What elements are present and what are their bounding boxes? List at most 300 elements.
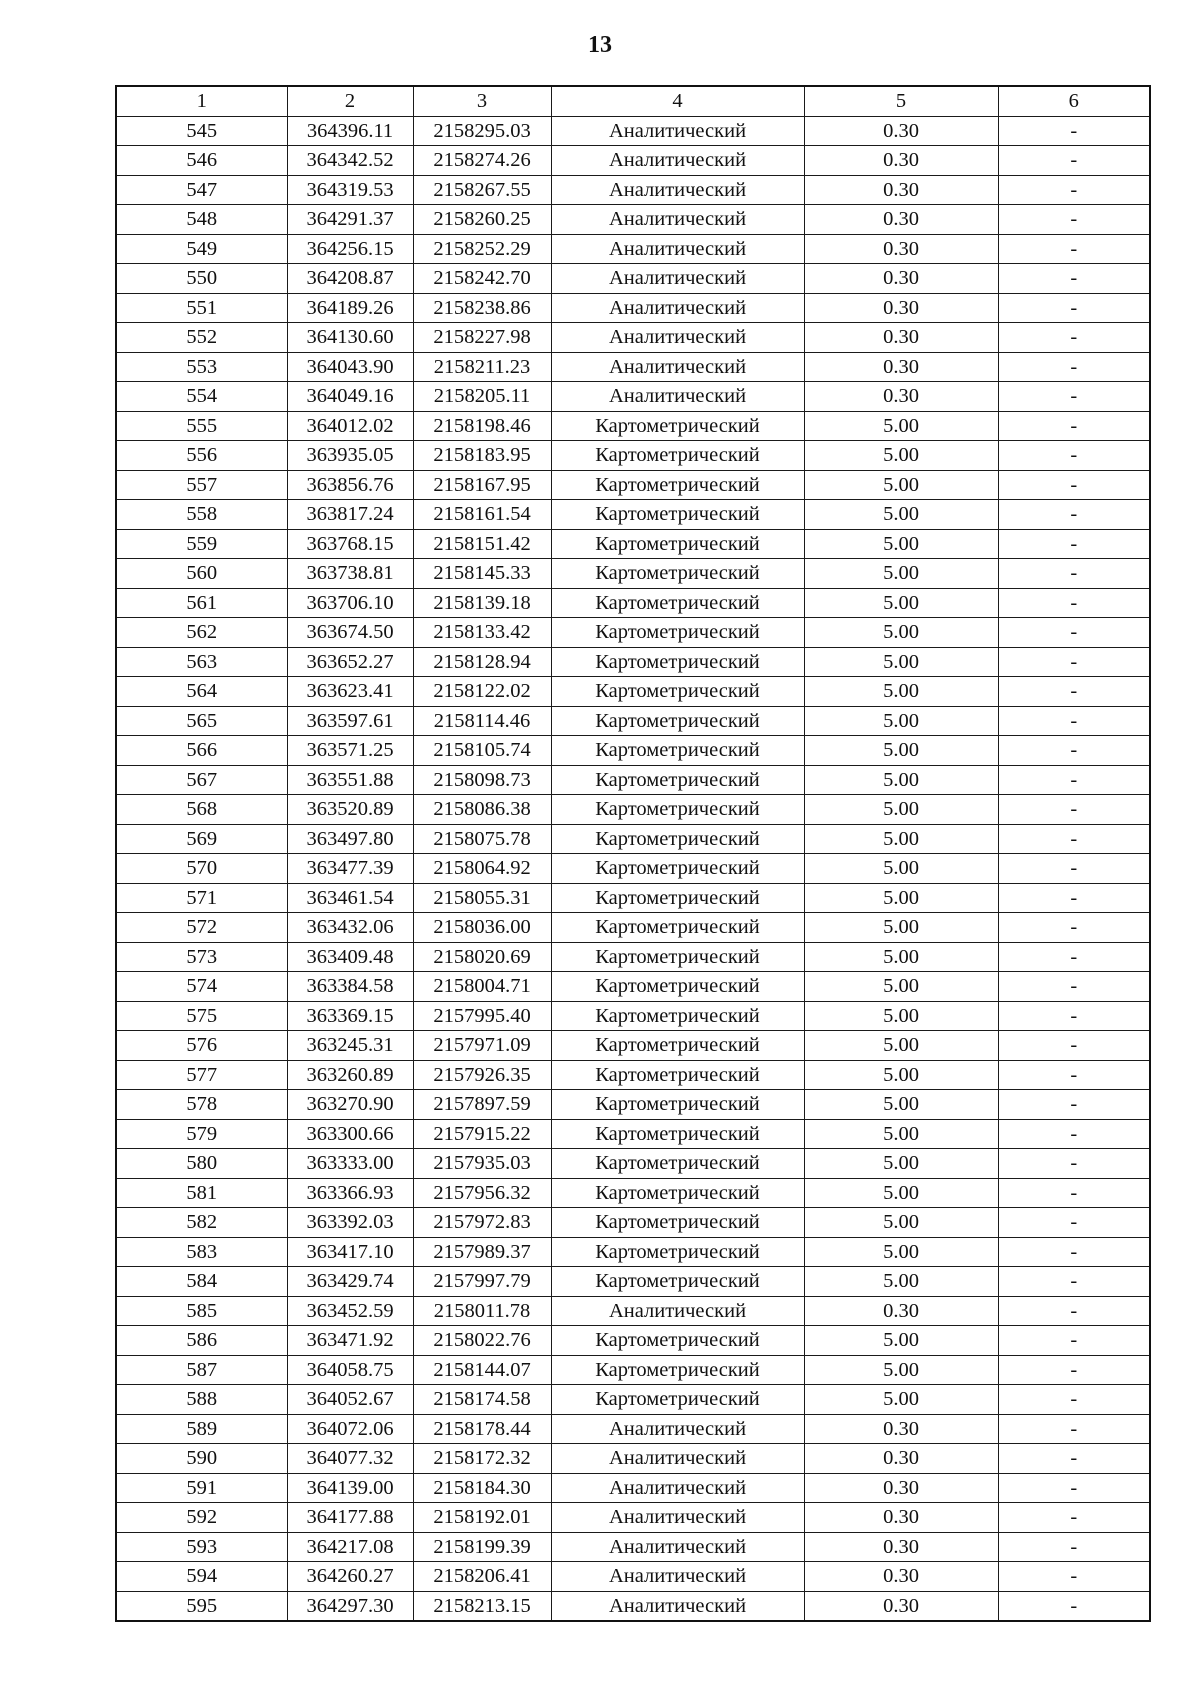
- method-cell: Картометрический: [551, 765, 804, 795]
- note-cell: -: [998, 175, 1150, 205]
- method-cell: Картометрический: [551, 824, 804, 854]
- point-number-cell: 571: [116, 883, 287, 913]
- accuracy-cell: 5.00: [804, 1267, 998, 1297]
- point-number-cell: 576: [116, 1031, 287, 1061]
- accuracy-cell: 5.00: [804, 1237, 998, 1267]
- x-coordinate-cell: 364291.37: [287, 205, 413, 235]
- method-cell: Картометрический: [551, 441, 804, 471]
- point-number-cell: 590: [116, 1444, 287, 1474]
- table-row: [116, 1119, 1150, 1149]
- x-coordinate-cell: 364058.75: [287, 1355, 413, 1385]
- accuracy-cell: 5.00: [804, 1385, 998, 1415]
- x-coordinate-cell: 363817.24: [287, 500, 413, 530]
- y-coordinate-cell: 2158139.18: [413, 588, 551, 618]
- method-cell: Картометрический: [551, 854, 804, 884]
- method-cell: Аналитический: [551, 352, 804, 382]
- note-cell: -: [998, 1473, 1150, 1503]
- note-cell: -: [998, 765, 1150, 795]
- method-cell: Картометрический: [551, 411, 804, 441]
- y-coordinate-cell: 2157915.22: [413, 1119, 551, 1149]
- method-cell: Аналитический: [551, 1296, 804, 1326]
- method-cell: Аналитический: [551, 1503, 804, 1533]
- y-coordinate-cell: 2157897.59: [413, 1090, 551, 1120]
- point-number-cell: 556: [116, 441, 287, 471]
- y-coordinate-cell: 2158145.33: [413, 559, 551, 589]
- accuracy-cell: 5.00: [804, 677, 998, 707]
- y-coordinate-cell: 2157956.32: [413, 1178, 551, 1208]
- accuracy-cell: 5.00: [804, 765, 998, 795]
- point-number-cell: 570: [116, 854, 287, 884]
- table-row: [116, 382, 1150, 412]
- x-coordinate-cell: 363477.39: [287, 854, 413, 884]
- table-row: [116, 942, 1150, 972]
- point-number-cell: 584: [116, 1267, 287, 1297]
- x-coordinate-cell: 363738.81: [287, 559, 413, 589]
- table-row: [116, 1031, 1150, 1061]
- table-row: [116, 264, 1150, 294]
- note-cell: -: [998, 883, 1150, 913]
- table-row: [116, 1532, 1150, 1562]
- x-coordinate-cell: 364012.02: [287, 411, 413, 441]
- note-cell: -: [998, 1444, 1150, 1474]
- note-cell: -: [998, 824, 1150, 854]
- table-row: [116, 234, 1150, 264]
- y-coordinate-cell: 2158242.70: [413, 264, 551, 294]
- method-cell: Картометрический: [551, 1119, 804, 1149]
- accuracy-cell: 5.00: [804, 559, 998, 589]
- y-coordinate-cell: 2157935.03: [413, 1149, 551, 1179]
- table-row: [116, 1473, 1150, 1503]
- x-coordinate-cell: 364130.60: [287, 323, 413, 353]
- point-number-cell: 554: [116, 382, 287, 412]
- method-cell: Аналитический: [551, 234, 804, 264]
- method-cell: Картометрический: [551, 618, 804, 648]
- accuracy-cell: 0.30: [804, 1444, 998, 1474]
- x-coordinate-cell: 363409.48: [287, 942, 413, 972]
- accuracy-cell: 5.00: [804, 1060, 998, 1090]
- y-coordinate-cell: 2158238.86: [413, 293, 551, 323]
- y-coordinate-cell: 2158105.74: [413, 736, 551, 766]
- accuracy-cell: 0.30: [804, 1473, 998, 1503]
- table-row: [116, 529, 1150, 559]
- note-cell: -: [998, 677, 1150, 707]
- x-coordinate-cell: 363768.15: [287, 529, 413, 559]
- point-number-cell: 568: [116, 795, 287, 825]
- x-coordinate-cell: 363452.59: [287, 1296, 413, 1326]
- point-number-cell: 555: [116, 411, 287, 441]
- point-number-cell: 593: [116, 1532, 287, 1562]
- y-coordinate-cell: 2158274.26: [413, 146, 551, 176]
- table-row: [116, 500, 1150, 530]
- note-cell: -: [998, 1562, 1150, 1592]
- x-coordinate-cell: 363856.76: [287, 470, 413, 500]
- x-coordinate-cell: 363260.89: [287, 1060, 413, 1090]
- point-number-cell: 569: [116, 824, 287, 854]
- method-cell: Картометрический: [551, 972, 804, 1002]
- note-cell: -: [998, 795, 1150, 825]
- accuracy-cell: 0.30: [804, 352, 998, 382]
- table-row: [116, 1267, 1150, 1297]
- method-cell: Картометрический: [551, 1031, 804, 1061]
- note-cell: -: [998, 1090, 1150, 1120]
- x-coordinate-cell: 363597.61: [287, 706, 413, 736]
- method-cell: Картометрический: [551, 1149, 804, 1179]
- method-cell: Аналитический: [551, 1444, 804, 1474]
- note-cell: -: [998, 1267, 1150, 1297]
- x-coordinate-cell: 364342.52: [287, 146, 413, 176]
- note-cell: -: [998, 559, 1150, 589]
- note-cell: -: [998, 323, 1150, 353]
- y-coordinate-cell: 2158184.30: [413, 1473, 551, 1503]
- point-number-cell: 563: [116, 647, 287, 677]
- accuracy-cell: 5.00: [804, 529, 998, 559]
- table-row: [116, 795, 1150, 825]
- method-cell: Аналитический: [551, 1473, 804, 1503]
- accuracy-cell: 0.30: [804, 234, 998, 264]
- point-number-cell: 595: [116, 1591, 287, 1621]
- table-row: [116, 706, 1150, 736]
- note-cell: -: [998, 647, 1150, 677]
- point-number-cell: 561: [116, 588, 287, 618]
- accuracy-cell: 5.00: [804, 1119, 998, 1149]
- method-cell: Аналитический: [551, 205, 804, 235]
- table-row: [116, 883, 1150, 913]
- y-coordinate-cell: 2158055.31: [413, 883, 551, 913]
- note-cell: -: [998, 1503, 1150, 1533]
- table-row: [116, 1237, 1150, 1267]
- table-row: [116, 205, 1150, 235]
- note-cell: -: [998, 1355, 1150, 1385]
- point-number-cell: 567: [116, 765, 287, 795]
- note-cell: -: [998, 146, 1150, 176]
- table-row: [116, 1503, 1150, 1533]
- y-coordinate-cell: 2158151.42: [413, 529, 551, 559]
- accuracy-cell: 0.30: [804, 382, 998, 412]
- y-coordinate-cell: 2158178.44: [413, 1414, 551, 1444]
- y-coordinate-cell: 2157926.35: [413, 1060, 551, 1090]
- accuracy-cell: 0.30: [804, 1591, 998, 1621]
- x-coordinate-cell: 363270.90: [287, 1090, 413, 1120]
- method-cell: Картометрический: [551, 1001, 804, 1031]
- table-row: [116, 824, 1150, 854]
- note-cell: -: [998, 1385, 1150, 1415]
- point-number-cell: 575: [116, 1001, 287, 1031]
- method-cell: Аналитический: [551, 116, 804, 146]
- method-cell: Аналитический: [551, 1414, 804, 1444]
- note-cell: -: [998, 1149, 1150, 1179]
- accuracy-cell: 5.00: [804, 647, 998, 677]
- note-cell: -: [998, 972, 1150, 1002]
- accuracy-cell: 5.00: [804, 1090, 998, 1120]
- table-row: [116, 618, 1150, 648]
- accuracy-cell: 0.30: [804, 146, 998, 176]
- point-number-cell: 566: [116, 736, 287, 766]
- table-row: [116, 1414, 1150, 1444]
- y-coordinate-cell: 2158183.95: [413, 441, 551, 471]
- method-cell: Картометрический: [551, 470, 804, 500]
- note-cell: -: [998, 1001, 1150, 1031]
- page-number: 13: [588, 32, 612, 58]
- note-cell: -: [998, 588, 1150, 618]
- y-coordinate-cell: 2158206.41: [413, 1562, 551, 1592]
- method-cell: Картометрический: [551, 1267, 804, 1297]
- y-coordinate-cell: 2158172.32: [413, 1444, 551, 1474]
- accuracy-cell: 5.00: [804, 411, 998, 441]
- y-coordinate-cell: 2158260.25: [413, 205, 551, 235]
- x-coordinate-cell: 363652.27: [287, 647, 413, 677]
- y-coordinate-cell: 2158199.39: [413, 1532, 551, 1562]
- method-cell: Картометрический: [551, 677, 804, 707]
- x-coordinate-cell: 364049.16: [287, 382, 413, 412]
- y-coordinate-cell: 2158122.02: [413, 677, 551, 707]
- method-cell: Картометрический: [551, 1326, 804, 1356]
- method-cell: Картометрический: [551, 588, 804, 618]
- accuracy-cell: 0.30: [804, 1414, 998, 1444]
- table-row: [116, 559, 1150, 589]
- note-cell: -: [998, 1208, 1150, 1238]
- table-row: [116, 1149, 1150, 1179]
- point-number-cell: 546: [116, 146, 287, 176]
- method-cell: Картометрический: [551, 1208, 804, 1238]
- accuracy-cell: 5.00: [804, 1208, 998, 1238]
- x-coordinate-cell: 364297.30: [287, 1591, 413, 1621]
- note-cell: -: [998, 500, 1150, 530]
- note-cell: -: [998, 854, 1150, 884]
- accuracy-cell: 5.00: [804, 913, 998, 943]
- note-cell: -: [998, 116, 1150, 146]
- table-row: [116, 1001, 1150, 1031]
- point-number-cell: 585: [116, 1296, 287, 1326]
- table-row: [116, 913, 1150, 943]
- method-cell: Аналитический: [551, 264, 804, 294]
- point-number-cell: 564: [116, 677, 287, 707]
- point-number-cell: 577: [116, 1060, 287, 1090]
- accuracy-cell: 5.00: [804, 824, 998, 854]
- point-number-cell: 560: [116, 559, 287, 589]
- y-coordinate-cell: 2158267.55: [413, 175, 551, 205]
- method-cell: Аналитический: [551, 293, 804, 323]
- point-number-cell: 558: [116, 500, 287, 530]
- accuracy-cell: 0.30: [804, 264, 998, 294]
- x-coordinate-cell: 363551.88: [287, 765, 413, 795]
- accuracy-cell: 5.00: [804, 1031, 998, 1061]
- table-header-row: [116, 86, 1150, 116]
- x-coordinate-cell: 363706.10: [287, 588, 413, 618]
- accuracy-cell: 0.30: [804, 205, 998, 235]
- accuracy-cell: 0.30: [804, 323, 998, 353]
- point-number-cell: 551: [116, 293, 287, 323]
- point-number-cell: 552: [116, 323, 287, 353]
- y-coordinate-cell: 2158036.00: [413, 913, 551, 943]
- table-row: [116, 647, 1150, 677]
- accuracy-cell: 5.00: [804, 500, 998, 530]
- y-coordinate-cell: 2158252.29: [413, 234, 551, 264]
- method-cell: Аналитический: [551, 175, 804, 205]
- x-coordinate-cell: 363674.50: [287, 618, 413, 648]
- method-cell: Картометрический: [551, 913, 804, 943]
- y-coordinate-cell: 2158192.01: [413, 1503, 551, 1533]
- accuracy-cell: 0.30: [804, 293, 998, 323]
- method-cell: Аналитический: [551, 1562, 804, 1592]
- table-row: [116, 175, 1150, 205]
- accuracy-cell: 0.30: [804, 1503, 998, 1533]
- note-cell: -: [998, 382, 1150, 412]
- x-coordinate-cell: 364077.32: [287, 1444, 413, 1474]
- note-cell: -: [998, 205, 1150, 235]
- x-coordinate-cell: 363432.06: [287, 913, 413, 943]
- point-number-cell: 565: [116, 706, 287, 736]
- y-coordinate-cell: 2158133.42: [413, 618, 551, 648]
- method-cell: Картометрический: [551, 529, 804, 559]
- table-row: [116, 146, 1150, 176]
- method-cell: Картометрический: [551, 1237, 804, 1267]
- accuracy-cell: 5.00: [804, 883, 998, 913]
- x-coordinate-cell: 364139.00: [287, 1473, 413, 1503]
- accuracy-cell: 0.30: [804, 1562, 998, 1592]
- accuracy-cell: 5.00: [804, 470, 998, 500]
- x-coordinate-cell: 364260.27: [287, 1562, 413, 1592]
- column-header: 3: [413, 86, 551, 116]
- table-row: [116, 352, 1150, 382]
- note-cell: -: [998, 942, 1150, 972]
- x-coordinate-cell: 363369.15: [287, 1001, 413, 1031]
- x-coordinate-cell: 364217.08: [287, 1532, 413, 1562]
- note-cell: -: [998, 293, 1150, 323]
- y-coordinate-cell: 2158020.69: [413, 942, 551, 972]
- method-cell: Картометрический: [551, 1385, 804, 1415]
- note-cell: -: [998, 1532, 1150, 1562]
- y-coordinate-cell: 2157972.83: [413, 1208, 551, 1238]
- y-coordinate-cell: 2158295.03: [413, 116, 551, 146]
- y-coordinate-cell: 2158064.92: [413, 854, 551, 884]
- note-cell: -: [998, 1237, 1150, 1267]
- note-cell: -: [998, 1119, 1150, 1149]
- y-coordinate-cell: 2158128.94: [413, 647, 551, 677]
- table-row: [116, 972, 1150, 1002]
- table-row: [116, 765, 1150, 795]
- note-cell: -: [998, 352, 1150, 382]
- y-coordinate-cell: 2158211.23: [413, 352, 551, 382]
- point-number-cell: 547: [116, 175, 287, 205]
- point-number-cell: 582: [116, 1208, 287, 1238]
- method-cell: Картометрический: [551, 500, 804, 530]
- table-row: [116, 1562, 1150, 1592]
- y-coordinate-cell: 2158227.98: [413, 323, 551, 353]
- accuracy-cell: 0.30: [804, 175, 998, 205]
- y-coordinate-cell: 2158086.38: [413, 795, 551, 825]
- note-cell: -: [998, 736, 1150, 766]
- column-header: 2: [287, 86, 413, 116]
- method-cell: Картометрический: [551, 1090, 804, 1120]
- method-cell: Картометрический: [551, 795, 804, 825]
- method-cell: Картометрический: [551, 883, 804, 913]
- method-cell: Картометрический: [551, 1355, 804, 1385]
- column-header: 1: [116, 86, 287, 116]
- y-coordinate-cell: 2158161.54: [413, 500, 551, 530]
- accuracy-cell: 5.00: [804, 736, 998, 766]
- table-row: [116, 1090, 1150, 1120]
- method-cell: Аналитический: [551, 1591, 804, 1621]
- x-coordinate-cell: 363571.25: [287, 736, 413, 766]
- note-cell: -: [998, 1326, 1150, 1356]
- y-coordinate-cell: 2158213.15: [413, 1591, 551, 1621]
- x-coordinate-cell: 364043.90: [287, 352, 413, 382]
- table-row: [116, 1385, 1150, 1415]
- x-coordinate-cell: 364052.67: [287, 1385, 413, 1415]
- note-cell: -: [998, 264, 1150, 294]
- method-cell: Картометрический: [551, 942, 804, 972]
- y-coordinate-cell: 2158205.11: [413, 382, 551, 412]
- point-number-cell: 586: [116, 1326, 287, 1356]
- method-cell: Аналитический: [551, 1532, 804, 1562]
- table-row: [116, 470, 1150, 500]
- y-coordinate-cell: 2158174.58: [413, 1385, 551, 1415]
- table-row: [116, 588, 1150, 618]
- table-row: [116, 736, 1150, 766]
- point-number-cell: 573: [116, 942, 287, 972]
- note-cell: -: [998, 1591, 1150, 1621]
- x-coordinate-cell: 363245.31: [287, 1031, 413, 1061]
- table-body: [116, 116, 1150, 1621]
- x-coordinate-cell: 364177.88: [287, 1503, 413, 1533]
- point-number-cell: 594: [116, 1562, 287, 1592]
- table-row: [116, 293, 1150, 323]
- point-number-cell: 589: [116, 1414, 287, 1444]
- point-number-cell: 545: [116, 116, 287, 146]
- table-row: [116, 1060, 1150, 1090]
- method-cell: Картометрический: [551, 1178, 804, 1208]
- note-cell: -: [998, 1414, 1150, 1444]
- x-coordinate-cell: 364396.11: [287, 116, 413, 146]
- point-number-cell: 579: [116, 1119, 287, 1149]
- note-cell: -: [998, 470, 1150, 500]
- note-cell: -: [998, 618, 1150, 648]
- point-number-cell: 578: [116, 1090, 287, 1120]
- y-coordinate-cell: 2158075.78: [413, 824, 551, 854]
- point-number-cell: 587: [116, 1355, 287, 1385]
- accuracy-cell: 5.00: [804, 1149, 998, 1179]
- point-number-cell: 559: [116, 529, 287, 559]
- x-coordinate-cell: 364256.15: [287, 234, 413, 264]
- table-row: [116, 1208, 1150, 1238]
- point-number-cell: 580: [116, 1149, 287, 1179]
- accuracy-cell: 5.00: [804, 618, 998, 648]
- note-cell: -: [998, 1296, 1150, 1326]
- table-row: [116, 116, 1150, 146]
- x-coordinate-cell: 363429.74: [287, 1267, 413, 1297]
- note-cell: -: [998, 1178, 1150, 1208]
- column-header: 4: [551, 86, 804, 116]
- table-row: [116, 323, 1150, 353]
- accuracy-cell: 5.00: [804, 1326, 998, 1356]
- accuracy-cell: 0.30: [804, 1532, 998, 1562]
- point-number-cell: 562: [116, 618, 287, 648]
- method-cell: Аналитический: [551, 146, 804, 176]
- y-coordinate-cell: 2158004.71: [413, 972, 551, 1002]
- x-coordinate-cell: 363935.05: [287, 441, 413, 471]
- x-coordinate-cell: 363471.92: [287, 1326, 413, 1356]
- x-coordinate-cell: 363461.54: [287, 883, 413, 913]
- table-row: [116, 1296, 1150, 1326]
- method-cell: Картометрический: [551, 1060, 804, 1090]
- table-row: [116, 441, 1150, 471]
- point-number-cell: 591: [116, 1473, 287, 1503]
- table-row: [116, 1591, 1150, 1621]
- accuracy-cell: 5.00: [804, 441, 998, 471]
- y-coordinate-cell: 2158011.78: [413, 1296, 551, 1326]
- table-row: [116, 677, 1150, 707]
- note-cell: -: [998, 441, 1150, 471]
